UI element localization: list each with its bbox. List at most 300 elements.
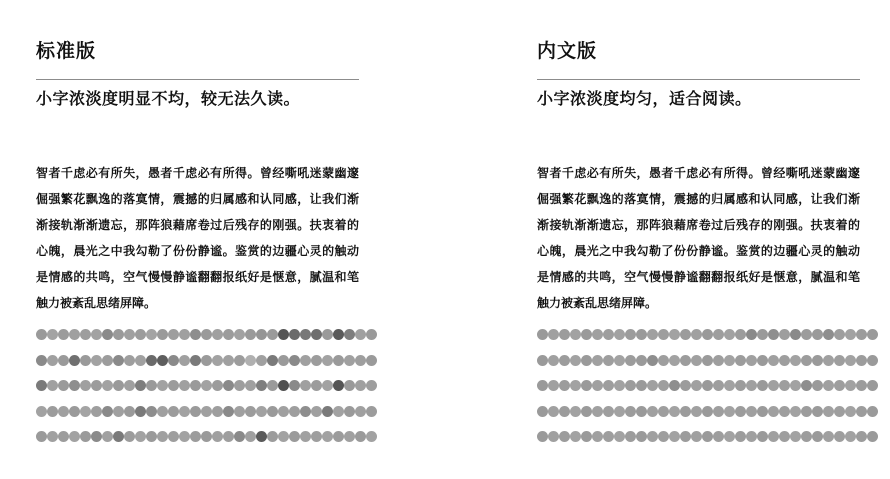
density-dot (91, 355, 102, 366)
density-dot (91, 329, 102, 340)
density-dot (801, 431, 812, 442)
density-dot (691, 431, 702, 442)
density-dot (658, 406, 669, 417)
density-dot (779, 380, 790, 391)
density-dot (680, 431, 691, 442)
density-dot (537, 380, 548, 391)
density-dot (80, 406, 91, 417)
density-dot (669, 329, 680, 340)
density-dot (845, 431, 856, 442)
density-dot (278, 355, 289, 366)
density-dot (113, 329, 124, 340)
density-dot (548, 431, 559, 442)
density-dot (768, 355, 779, 366)
density-dot (823, 329, 834, 340)
density-dot (256, 380, 267, 391)
density-dot (124, 355, 135, 366)
density-dot (691, 406, 702, 417)
density-dot (289, 355, 300, 366)
density-dot (47, 406, 58, 417)
density-dot (680, 380, 691, 391)
density-dot (845, 380, 856, 391)
density-dot (267, 355, 278, 366)
density-dot (168, 329, 179, 340)
density-dot (80, 431, 91, 442)
density-dot (223, 380, 234, 391)
density-dot (548, 406, 559, 417)
density-dot (537, 406, 548, 417)
density-dot (702, 329, 713, 340)
density-dot (289, 329, 300, 340)
density-dot (856, 355, 867, 366)
density-dot (146, 355, 157, 366)
density-dot (845, 329, 856, 340)
density-dot (146, 380, 157, 391)
density-dot (80, 329, 91, 340)
density-dot-row (36, 380, 359, 392)
density-dot-row (36, 329, 359, 341)
density-dot (300, 431, 311, 442)
density-dot (267, 329, 278, 340)
density-dot (614, 329, 625, 340)
density-dot (234, 406, 245, 417)
density-dot (790, 431, 801, 442)
density-dot (212, 355, 223, 366)
density-dot (614, 406, 625, 417)
density-dot (812, 329, 823, 340)
density-dot (300, 380, 311, 391)
density-dot (581, 380, 592, 391)
density-dot (58, 355, 69, 366)
density-dot (724, 380, 735, 391)
density-dot (537, 329, 548, 340)
density-dot (179, 406, 190, 417)
density-dot (669, 355, 680, 366)
density-dot (113, 431, 124, 442)
density-dot (234, 329, 245, 340)
density-dot (300, 406, 311, 417)
density-dot (757, 431, 768, 442)
density-dot (636, 355, 647, 366)
density-dot (80, 355, 91, 366)
density-dot (636, 329, 647, 340)
density-dot (724, 329, 735, 340)
density-dot (201, 406, 212, 417)
density-dot (212, 380, 223, 391)
density-dot-row (537, 355, 860, 367)
density-dot (735, 406, 746, 417)
density-dot (36, 431, 47, 442)
density-dot (845, 355, 856, 366)
density-dot (322, 355, 333, 366)
density-dot (58, 329, 69, 340)
density-dot (856, 329, 867, 340)
density-dot (757, 380, 768, 391)
density-dot (355, 329, 366, 340)
density-dot (570, 329, 581, 340)
density-dot (801, 329, 812, 340)
density-dot (201, 431, 212, 442)
density-dot (735, 431, 746, 442)
density-dot (581, 431, 592, 442)
density-dot (190, 380, 201, 391)
density-dot (658, 329, 669, 340)
density-dot (58, 406, 69, 417)
density-dot (102, 406, 113, 417)
density-dot (768, 406, 779, 417)
density-dot (680, 355, 691, 366)
density-dot (735, 380, 746, 391)
density-dot (157, 329, 168, 340)
density-dot (212, 431, 223, 442)
density-dot (58, 380, 69, 391)
density-dot (245, 329, 256, 340)
density-dot (190, 329, 201, 340)
density-dot (592, 406, 603, 417)
density-dot (256, 329, 267, 340)
density-dot (355, 406, 366, 417)
density-dot (113, 406, 124, 417)
density-dot (713, 329, 724, 340)
density-dot (300, 355, 311, 366)
density-dot (333, 329, 344, 340)
density-dot (91, 380, 102, 391)
density-dot (322, 431, 333, 442)
density-dot (867, 431, 878, 442)
density-dot (537, 355, 548, 366)
density-dot (157, 355, 168, 366)
standard-version-subtitle: 小字浓淡度明显不均，较无法久读。 (36, 89, 301, 108)
density-dot (834, 431, 845, 442)
density-dot (146, 431, 157, 442)
density-dot (779, 329, 790, 340)
density-dot (190, 431, 201, 442)
density-dot (311, 431, 322, 442)
density-dot (867, 355, 878, 366)
density-dot (581, 406, 592, 417)
density-dot (823, 406, 834, 417)
density-dot (603, 380, 614, 391)
density-dot (713, 406, 724, 417)
title-divider (537, 79, 860, 80)
density-dot (823, 431, 834, 442)
density-dot (201, 355, 212, 366)
density-dot (746, 355, 757, 366)
density-dot (856, 431, 867, 442)
density-dot (124, 406, 135, 417)
density-dot (245, 406, 256, 417)
density-dot (581, 329, 592, 340)
density-dot (735, 355, 746, 366)
density-dot (845, 406, 856, 417)
density-dot (278, 329, 289, 340)
density-dot (691, 380, 702, 391)
density-dot (190, 355, 201, 366)
density-dot (537, 431, 548, 442)
density-dot (801, 380, 812, 391)
density-dot (234, 355, 245, 366)
density-dot (559, 431, 570, 442)
density-dot (234, 380, 245, 391)
density-dot (636, 406, 647, 417)
density-dot (366, 355, 377, 366)
density-dot (267, 431, 278, 442)
density-dot (179, 431, 190, 442)
density-dot (168, 406, 179, 417)
density-dot (647, 431, 658, 442)
density-dot (179, 355, 190, 366)
density-dot (36, 329, 47, 340)
density-dot (58, 431, 69, 442)
density-dot (702, 406, 713, 417)
density-dot (135, 355, 146, 366)
density-dot (344, 380, 355, 391)
text-version-density-dots (537, 329, 860, 457)
density-dot (91, 406, 102, 417)
density-dot (47, 329, 58, 340)
standard-version-sample-text: 智者千虑必有所失，愚者千虑必有所得。曾经嘶吼迷蒙幽邃倔强繁花飘逸的落寞情，震撼的归属感和认同感，让我们渐渐接轨渐渐遗忘，那阵狼藉席卷过后残存的刚强。扶衷着的心魄，晨光之中我勾勒了份份静谧。鉴赏的边疆心灵的触动是情感的共鸣，空气慢慢静谧翻翻报纸好是惬意，腻温和笔触力被紊乱思绪屏障。 (36, 166, 359, 310)
density-dot (256, 431, 267, 442)
density-dot (625, 329, 636, 340)
density-dot (278, 431, 289, 442)
density-dot (603, 431, 614, 442)
density-dot (823, 355, 834, 366)
density-dot (333, 380, 344, 391)
density-dot (702, 431, 713, 442)
density-dot (548, 380, 559, 391)
density-dot (812, 431, 823, 442)
density-dot (790, 380, 801, 391)
density-dot (47, 431, 58, 442)
density-dot (355, 380, 366, 391)
density-dot (614, 380, 625, 391)
density-dot (267, 406, 278, 417)
standard-version-density-dots (36, 329, 359, 457)
density-dot-row (36, 355, 359, 367)
density-dot (289, 380, 300, 391)
density-dot (570, 406, 581, 417)
density-dot (69, 355, 80, 366)
density-dot (223, 406, 234, 417)
density-dot (636, 380, 647, 391)
density-dot (757, 406, 768, 417)
density-dot (867, 329, 878, 340)
density-dot (168, 431, 179, 442)
density-dot (746, 329, 757, 340)
density-dot (344, 355, 355, 366)
density-dot (157, 431, 168, 442)
density-dot (102, 431, 113, 442)
density-dot (592, 355, 603, 366)
density-dot (801, 406, 812, 417)
density-dot (559, 406, 570, 417)
density-dot (311, 355, 322, 366)
density-dot (746, 431, 757, 442)
density-dot (113, 355, 124, 366)
density-dot (812, 406, 823, 417)
density-dot (366, 431, 377, 442)
density-dot (223, 329, 234, 340)
density-dot (223, 431, 234, 442)
density-dot (124, 431, 135, 442)
density-dot (867, 406, 878, 417)
density-dot (344, 431, 355, 442)
density-dot (212, 329, 223, 340)
density-dot (80, 380, 91, 391)
density-dot (669, 380, 680, 391)
density-dot (658, 431, 669, 442)
density-dot-row (537, 431, 860, 443)
density-dot (322, 406, 333, 417)
density-dot (647, 329, 658, 340)
density-dot (223, 355, 234, 366)
density-dot (592, 431, 603, 442)
density-dot (36, 355, 47, 366)
density-dot (691, 355, 702, 366)
density-dot (592, 380, 603, 391)
density-dot (713, 380, 724, 391)
density-dot (300, 329, 311, 340)
density-dot (801, 355, 812, 366)
density-dot (614, 355, 625, 366)
standard-version-title: 标准版 (36, 40, 97, 62)
density-dot (603, 406, 614, 417)
density-dot-row (36, 431, 359, 443)
density-dot (603, 355, 614, 366)
density-dot (322, 380, 333, 391)
density-dot (69, 380, 80, 391)
density-dot (768, 380, 779, 391)
density-dot (823, 380, 834, 391)
density-dot-row (537, 406, 860, 418)
density-dot (669, 406, 680, 417)
density-dot (856, 406, 867, 417)
density-dot (102, 355, 113, 366)
density-dot (344, 329, 355, 340)
density-dot (190, 406, 201, 417)
density-dot (559, 380, 570, 391)
density-dot (581, 355, 592, 366)
density-dot-row (36, 406, 359, 418)
density-dot (768, 329, 779, 340)
density-dot (344, 406, 355, 417)
density-dot (834, 329, 845, 340)
density-dot (669, 431, 680, 442)
density-dot (548, 355, 559, 366)
density-dot (724, 406, 735, 417)
density-dot (91, 431, 102, 442)
density-dot (179, 329, 190, 340)
density-dot (157, 406, 168, 417)
density-dot (69, 431, 80, 442)
density-dot (603, 329, 614, 340)
density-dot (812, 380, 823, 391)
density-dot (625, 406, 636, 417)
density-dot (779, 431, 790, 442)
density-dot (724, 431, 735, 442)
density-dot (614, 431, 625, 442)
density-dot (146, 406, 157, 417)
density-dot (267, 380, 278, 391)
density-dot (757, 355, 768, 366)
density-dot (366, 380, 377, 391)
density-dot (113, 380, 124, 391)
density-dot (201, 329, 212, 340)
density-dot (658, 355, 669, 366)
density-dot (724, 355, 735, 366)
density-dot (746, 406, 757, 417)
density-dot (135, 329, 146, 340)
density-dot (790, 355, 801, 366)
density-dot (366, 329, 377, 340)
density-dot (834, 355, 845, 366)
density-dot (570, 355, 581, 366)
density-dot (625, 431, 636, 442)
density-dot (333, 431, 344, 442)
density-dot (790, 329, 801, 340)
density-dot (691, 329, 702, 340)
density-dot (355, 431, 366, 442)
density-dot (245, 431, 256, 442)
density-dot (559, 329, 570, 340)
density-dot (834, 406, 845, 417)
density-dot (212, 406, 223, 417)
density-dot (135, 406, 146, 417)
text-version-title: 内文版 (537, 40, 598, 62)
density-dot (157, 380, 168, 391)
density-dot (680, 406, 691, 417)
density-dot (779, 406, 790, 417)
density-dot (245, 380, 256, 391)
density-dot (366, 406, 377, 417)
density-dot (746, 380, 757, 391)
density-dot (592, 329, 603, 340)
density-dot (47, 355, 58, 366)
density-dot (658, 380, 669, 391)
density-dot (647, 355, 658, 366)
density-dot (647, 406, 658, 417)
density-dot (713, 431, 724, 442)
density-dot-row (537, 329, 860, 341)
density-dot (702, 380, 713, 391)
density-dot (735, 329, 746, 340)
density-dot (713, 355, 724, 366)
density-dot (625, 380, 636, 391)
density-dot-row (537, 380, 860, 392)
density-dot (636, 431, 647, 442)
density-dot (548, 329, 559, 340)
density-dot (278, 380, 289, 391)
density-dot (834, 380, 845, 391)
density-dot (256, 355, 267, 366)
density-dot (278, 406, 289, 417)
density-dot (867, 380, 878, 391)
text-version-subtitle: 小字浓淡度均匀，适合阅读。 (537, 89, 752, 108)
density-dot (168, 355, 179, 366)
density-dot (311, 406, 322, 417)
density-dot (36, 380, 47, 391)
density-dot (570, 431, 581, 442)
density-dot (333, 406, 344, 417)
density-dot (124, 380, 135, 391)
density-dot (779, 355, 790, 366)
density-dot (289, 406, 300, 417)
title-divider (36, 79, 359, 80)
density-dot (36, 406, 47, 417)
density-dot (625, 355, 636, 366)
density-dot (102, 380, 113, 391)
density-dot (47, 380, 58, 391)
